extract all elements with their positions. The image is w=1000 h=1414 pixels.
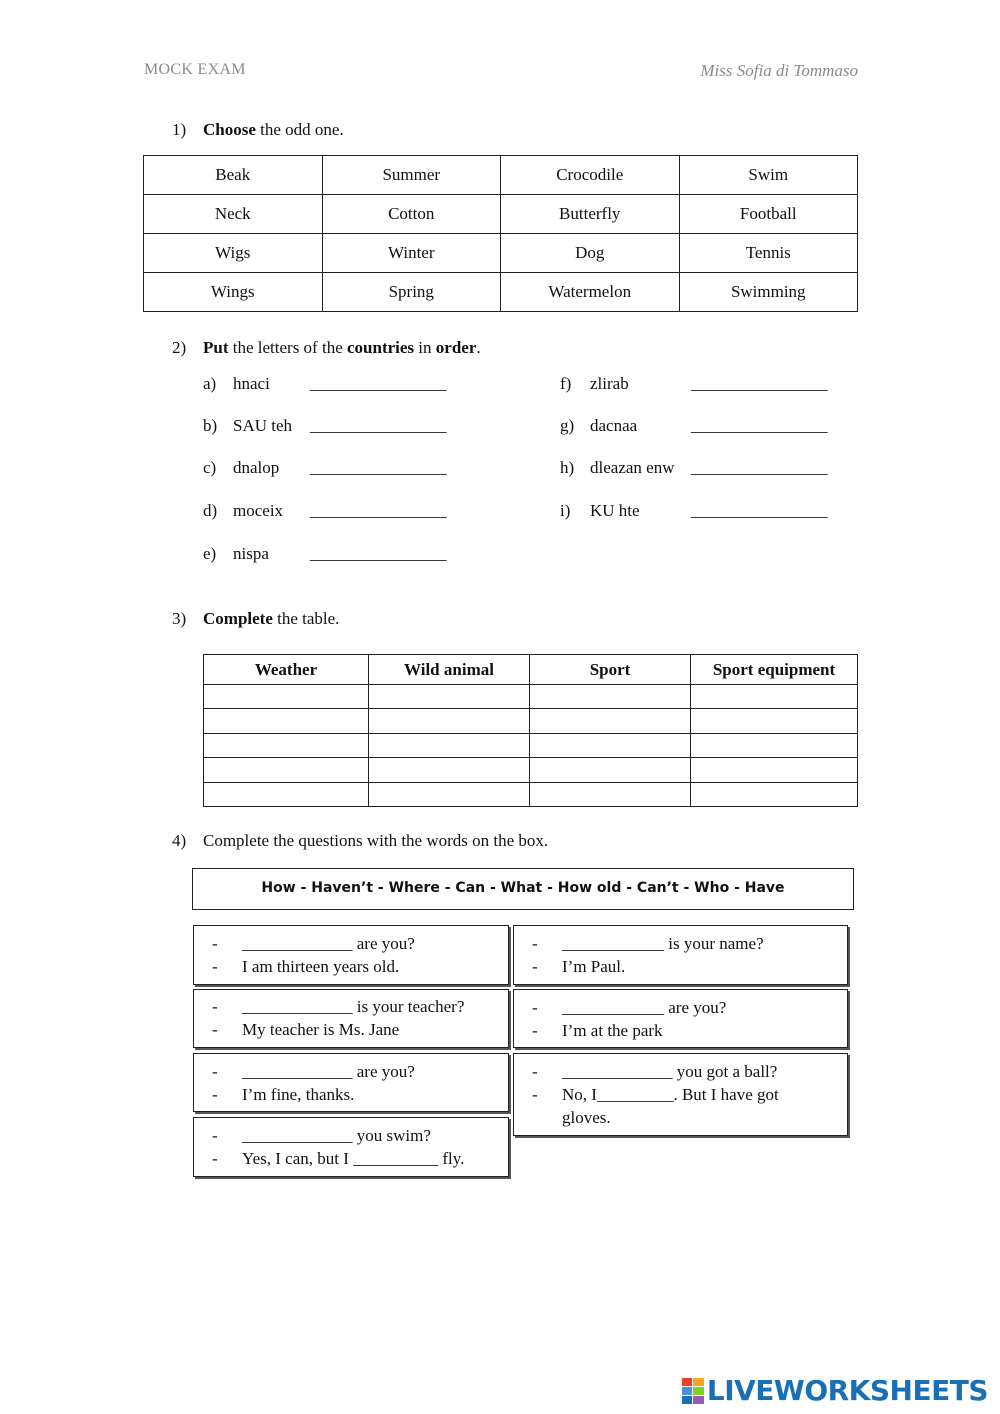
q4-text: Complete the questions with the words on the box. — [203, 831, 549, 850]
table-row — [144, 234, 858, 273]
dash: - — [532, 1021, 538, 1040]
answer-cell[interactable] — [691, 782, 858, 806]
column-header-sport-equipment: Sport equipment — [691, 655, 858, 685]
header-left-initial: M — [144, 61, 159, 78]
answer-cell[interactable] — [691, 733, 858, 757]
answer-cell[interactable] — [369, 685, 530, 709]
question-text[interactable]: _____________ are you? — [242, 1062, 415, 1081]
dash: - — [212, 957, 218, 976]
table-cell[interactable]: Crocodile — [501, 156, 680, 195]
answer-line — [194, 1147, 508, 1170]
item-letter: b) — [203, 416, 218, 435]
dash: - — [212, 1020, 218, 1039]
table-cell[interactable]: Cotton — [322, 195, 501, 234]
item-letter: c) — [203, 458, 217, 477]
scrambled-word: moceix — [233, 501, 284, 520]
answer-line — [514, 1019, 847, 1042]
dash: - — [212, 1126, 218, 1145]
answer-text: I’m fine, thanks. — [242, 1085, 355, 1104]
word-bank-box: How - Haven’t - Where - Can - What - How old - Can’t - Who - Have — [192, 868, 854, 910]
table-cell[interactable]: Wings — [144, 273, 323, 312]
q2-text-1: the letters of the — [228, 338, 347, 357]
answer-line — [194, 955, 508, 978]
answer-blank[interactable]: _________________ — [691, 374, 827, 393]
table-row — [204, 685, 858, 709]
dash: - — [212, 934, 218, 953]
q1-text: the odd one. — [255, 120, 344, 139]
answer-line — [514, 955, 847, 978]
scrambled-word: dnalop — [233, 458, 280, 477]
scrambled-word: dleazan enw — [590, 458, 675, 477]
answer-line — [194, 1018, 508, 1041]
q2-text-2: in — [414, 338, 436, 357]
question-text[interactable]: _____________ are you? — [242, 934, 415, 953]
table-cell[interactable]: Dog — [501, 234, 680, 273]
table-cell[interactable]: Football — [679, 195, 858, 234]
item-letter: h) — [560, 458, 575, 477]
item-letter: g) — [560, 416, 575, 435]
table-row — [204, 782, 858, 806]
table-cell[interactable]: Tennis — [679, 234, 858, 273]
question-box — [513, 1053, 848, 1136]
question-box — [513, 925, 848, 985]
scrambled-word: hnaci — [233, 374, 270, 393]
q2-heading — [172, 338, 481, 358]
answer-cell[interactable] — [530, 733, 691, 757]
q3-bold: Complete — [203, 609, 273, 628]
table-cell[interactable]: Summer — [322, 156, 501, 195]
table-cell[interactable]: Watermelon — [501, 273, 680, 312]
answer-blank[interactable]: _________________ — [310, 416, 446, 435]
q1-bold: Choose — [203, 120, 256, 139]
answer-cell[interactable] — [369, 709, 530, 733]
question-box — [193, 1117, 509, 1177]
table-cell[interactable]: Spring — [322, 273, 501, 312]
logo-text: LIVEWORKSHEETS — [706, 1374, 988, 1407]
answer-cell[interactable] — [691, 758, 858, 782]
question-box — [193, 989, 509, 1048]
answer-cell[interactable] — [204, 758, 369, 782]
answer-line — [514, 1083, 807, 1129]
answer-text: No, I_________. But I have got gloves. — [562, 1085, 779, 1127]
item-letter: a) — [203, 374, 217, 393]
question-line — [194, 1060, 508, 1083]
q2-number: 2) — [172, 338, 187, 357]
answer-cell[interactable] — [204, 782, 369, 806]
question-text[interactable]: _____________ you got a ball? — [562, 1062, 778, 1081]
table-row — [144, 273, 858, 312]
question-line — [194, 932, 508, 955]
item-letter: i) — [560, 501, 571, 520]
table-row — [144, 156, 858, 195]
dash: - — [212, 1149, 218, 1168]
answer-blank[interactable]: _________________ — [691, 501, 827, 520]
answer-blank[interactable]: _________________ — [691, 458, 827, 477]
dash: - — [532, 1062, 538, 1081]
scrambled-word: dacnaa — [590, 416, 638, 435]
answer-blank[interactable]: _________________ — [310, 501, 446, 520]
answer-cell[interactable] — [204, 685, 369, 709]
q4-heading — [172, 831, 548, 851]
q3-text: the table. — [272, 609, 340, 628]
item-letter: f) — [560, 374, 572, 393]
question-line — [514, 996, 847, 1019]
q1-number: 1) — [172, 120, 187, 139]
q2-bold-countries: countries — [347, 338, 415, 357]
table-cell[interactable]: Neck — [144, 195, 323, 234]
liveworksheets-logo[interactable] — [682, 1374, 988, 1407]
table-cell[interactable]: Beak — [144, 156, 323, 195]
answer-cell[interactable] — [369, 733, 530, 757]
table-header-row — [204, 655, 858, 685]
answer-blank[interactable]: _________________ — [310, 374, 446, 393]
column-header-sport: Sport — [530, 655, 691, 685]
table-row — [204, 758, 858, 782]
answer-cell[interactable] — [530, 709, 691, 733]
scrambled-word: zlirab — [590, 374, 629, 393]
answer-cell[interactable] — [369, 782, 530, 806]
table-cell[interactable]: Butterfly — [501, 195, 680, 234]
q3-number: 3) — [172, 609, 187, 628]
answer-line — [194, 1083, 508, 1106]
question-text[interactable]: ____________ is your name? — [562, 934, 764, 953]
dash: - — [532, 1085, 538, 1104]
answer-blank[interactable]: _________________ — [310, 544, 446, 563]
question-line — [514, 1060, 807, 1083]
question-box — [193, 1053, 509, 1112]
question-text[interactable]: _____________ is your teacher? — [242, 997, 465, 1016]
table-row — [144, 195, 858, 234]
item-letter: e) — [203, 544, 217, 563]
table-cell[interactable]: Swim — [679, 156, 858, 195]
answer-cell[interactable] — [530, 685, 691, 709]
question-box — [193, 925, 509, 985]
q4-number: 4) — [172, 831, 187, 850]
answer-cell[interactable] — [691, 685, 858, 709]
table-cell[interactable]: Wigs — [144, 234, 323, 273]
question-line — [514, 932, 847, 955]
header-left-rest: OCK EXAM — [158, 61, 246, 78]
scrambled-word: nispa — [233, 544, 269, 563]
answer-cell[interactable] — [530, 758, 691, 782]
answer-blank[interactable]: _________________ — [310, 458, 446, 477]
table-row — [204, 709, 858, 733]
answer-text: My teacher is Ms. Jane — [242, 1020, 400, 1039]
category-table — [203, 654, 858, 807]
answer-cell[interactable] — [204, 709, 369, 733]
answer-text: Yes, I can, but I __________ fly. — [242, 1149, 465, 1168]
column-header-weather: Weather — [204, 655, 369, 685]
answer-blank[interactable]: _________________ — [691, 416, 827, 435]
question-text[interactable]: ____________ are you? — [562, 998, 727, 1017]
item-letter: d) — [203, 501, 218, 520]
question-text[interactable]: _____________ you swim? — [242, 1126, 431, 1145]
table-cell[interactable]: Swimming — [679, 273, 858, 312]
logo-icon — [682, 1378, 704, 1404]
dash: - — [532, 934, 538, 953]
dash: - — [212, 1062, 218, 1081]
header-left — [144, 61, 246, 79]
q2-bold-put: Put — [203, 338, 229, 357]
q2-text-3: . — [476, 338, 481, 357]
header-author: Miss Sofia di Tommaso — [700, 61, 858, 80]
answer-cell[interactable] — [691, 709, 858, 733]
scrambled-word: SAU teh — [233, 416, 293, 435]
q3-heading — [172, 609, 339, 629]
answer-text: I am thirteen years old. — [242, 957, 400, 976]
table-cell[interactable]: Winter — [322, 234, 501, 273]
dash: - — [532, 998, 538, 1017]
q2-bold-order: order — [435, 338, 477, 357]
answer-text: I’m at the park — [562, 1021, 663, 1040]
dash: - — [212, 1085, 218, 1104]
odd-one-table — [143, 155, 858, 312]
answer-text: I’m Paul. — [562, 957, 626, 976]
answer-cell[interactable] — [204, 733, 369, 757]
column-header-wild-animal: Wild animal — [369, 655, 530, 685]
dash: - — [532, 957, 538, 976]
question-line — [194, 995, 508, 1018]
scrambled-word: KU hte — [590, 501, 640, 520]
question-line — [194, 1124, 508, 1147]
table-row — [204, 733, 858, 757]
question-box — [513, 989, 848, 1048]
dash: - — [212, 997, 218, 1016]
q1-heading — [172, 120, 344, 140]
answer-cell[interactable] — [530, 782, 691, 806]
answer-cell[interactable] — [369, 758, 530, 782]
